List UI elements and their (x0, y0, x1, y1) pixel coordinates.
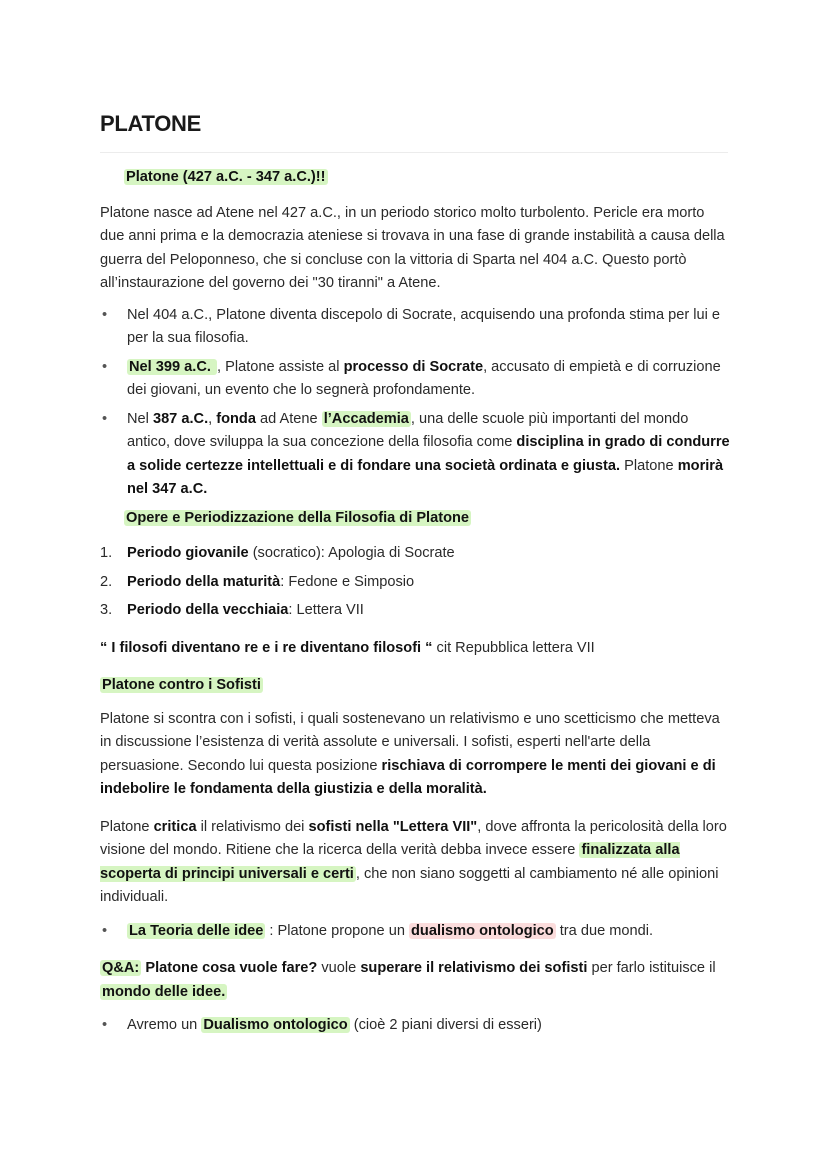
highlighted-text: Platone (427 a.C. - 347 a.C.)!! (126, 169, 326, 185)
period-3-list-item (100, 599, 732, 623)
highlighted-text: dualismo ontologico (411, 922, 554, 939)
highlighted-text: l’Accademia (323, 410, 409, 427)
bullet-icon: • (102, 410, 108, 427)
bullet-404-list-item (100, 304, 732, 351)
heading-opere (100, 507, 732, 531)
critica-paragraph (100, 816, 732, 910)
bold-text: sofisti nella "Lettera VII" (308, 818, 478, 835)
text-run: : Fedone e Simposio (280, 573, 415, 590)
bullet-icon: • (102, 922, 108, 939)
text-run: vuole (317, 960, 361, 976)
bullet-icon: • (102, 306, 108, 323)
bold-text: disciplina in grado di condurre a solide certezze intellettuali e di fondare una società ordinata e giusta. (127, 434, 730, 474)
highlighted-text: Dualismo ontologico (203, 1017, 348, 1033)
bold-text: morirà nel 347 a.C. (127, 457, 724, 497)
text-run: Avremo un (127, 1017, 202, 1033)
text-run: Platone (620, 457, 678, 474)
text-run: (cioè 2 piani diversi di esseri) (349, 1017, 542, 1033)
bold-text: 387 a.C. (152, 410, 209, 427)
text-run: , accusato di empietà e di corruzione dei giovani, un evento che lo segnerà profondamente. (127, 358, 721, 398)
text-run: , che non siano soggetti al cambiamento né alle opinioni individuali. (100, 865, 719, 905)
highlighted-text: La Teoria delle idee (129, 922, 264, 939)
text-run: ad Atene (255, 410, 322, 427)
text-run: : Lettera VII (288, 602, 364, 618)
divider (100, 152, 728, 153)
text-run: il relativismo dei (196, 818, 309, 835)
bold-text: processo di Socrate (343, 358, 484, 375)
highlighted-text: Opere e Periodizzazione della Filosofia di Platone (126, 509, 470, 526)
text-run: , una delle scuole più importanti del mondo antico, dove sviluppa la sua concezione della filosofia come (127, 410, 689, 450)
bullet-icon: • (102, 358, 108, 375)
bullet-399-list-item (100, 356, 732, 403)
text-run: tra due mondi. (555, 922, 654, 939)
highlighted-text: finalizzata alla scoperta di principi universali e certi (100, 842, 680, 882)
bold-text: Periodo della maturità (127, 573, 281, 590)
bold-text: “ I filosofi diventano re e i re diventano filosofi “ (100, 639, 433, 656)
sofisti-paragraph (100, 708, 732, 802)
bullet-icon: • (102, 1017, 108, 1033)
quote (100, 637, 732, 661)
text-run: (socratico): Apologia di Socrate (248, 545, 455, 561)
text-run: , (208, 410, 217, 427)
period-2-list-item (100, 571, 732, 595)
page-title: PLATONE (100, 111, 201, 136)
qa-paragraph (100, 957, 732, 1004)
text-run: cit Repubblica lettera VII (432, 639, 595, 656)
heading-dates (100, 166, 732, 190)
list-number: 2. (100, 573, 113, 590)
text-run: Nel 404 a.C., Platone diventa discepolo di Socrate, acquisendo una profonda stima per lui e per la sua filosofia. (127, 306, 721, 346)
highlighted-text: Platone contro i Sofisti (102, 677, 261, 693)
bold-text: fonda (216, 410, 256, 427)
bold-text: Periodo della vecchiaia (127, 602, 289, 618)
list-number: 3. (100, 602, 113, 618)
bold-text: superare il relativismo dei sofisti (360, 960, 588, 976)
text-run: , dove affronta la pericolosità della loro visione del mondo. Ritiene che la ricerca della verità debba invece essere (100, 818, 727, 858)
document-body (100, 166, 732, 1078)
highlighted-text: Q&A: (102, 960, 140, 976)
heading-sofisti (100, 674, 732, 698)
bold-text: rischiava di corrompere le menti dei giovani e di indebolire le fondamenta della giustizia e della moralità. (100, 757, 716, 797)
text-run: per farlo istituisce il (587, 960, 716, 976)
bullet-387-list-item (100, 408, 732, 502)
text-run: Platone (100, 818, 154, 835)
intro-paragraph (100, 202, 732, 296)
text-run: Platone nasce ad Atene nel 427 a.C., in un periodo storico molto turbolento. Pericle era morto due anni prima e la democrazia ateniese si trovava in una fase di grande instabilità a causa della guerra del Peloponneso, che si concluse con la vittoria di Sparta nel 404 a.C. Questo portò all’instaurazione del governo dei "30 tiranni" a Atene. (100, 204, 725, 291)
bold-text: Periodo giovanile (127, 545, 249, 561)
bullet-dualismo-list-item (100, 1014, 732, 1038)
text-run: Platone si scontra con i sofisti, i quali sostenevano un relativismo e uno scetticismo che metteva in discussione l’esistenza di verità assolute e universali. I sofisti, esperti nell'arte della persuasione. Secondo lui questa posizione (100, 710, 720, 774)
bold-text: critica (153, 818, 197, 835)
text-run: Nel (127, 410, 153, 427)
bullet-teoria-list-item (100, 920, 732, 944)
highlighted-text: mondo delle idee. (102, 983, 226, 1000)
text-run: : Platone propone un (265, 922, 409, 939)
bold-text: Platone cosa vuole fare? (145, 960, 318, 976)
text-run: , Platone assiste al (217, 358, 344, 375)
highlighted-text: Nel 399 a.C. (129, 358, 215, 375)
period-1-list-item (100, 542, 732, 566)
list-number: 1. (100, 545, 113, 561)
